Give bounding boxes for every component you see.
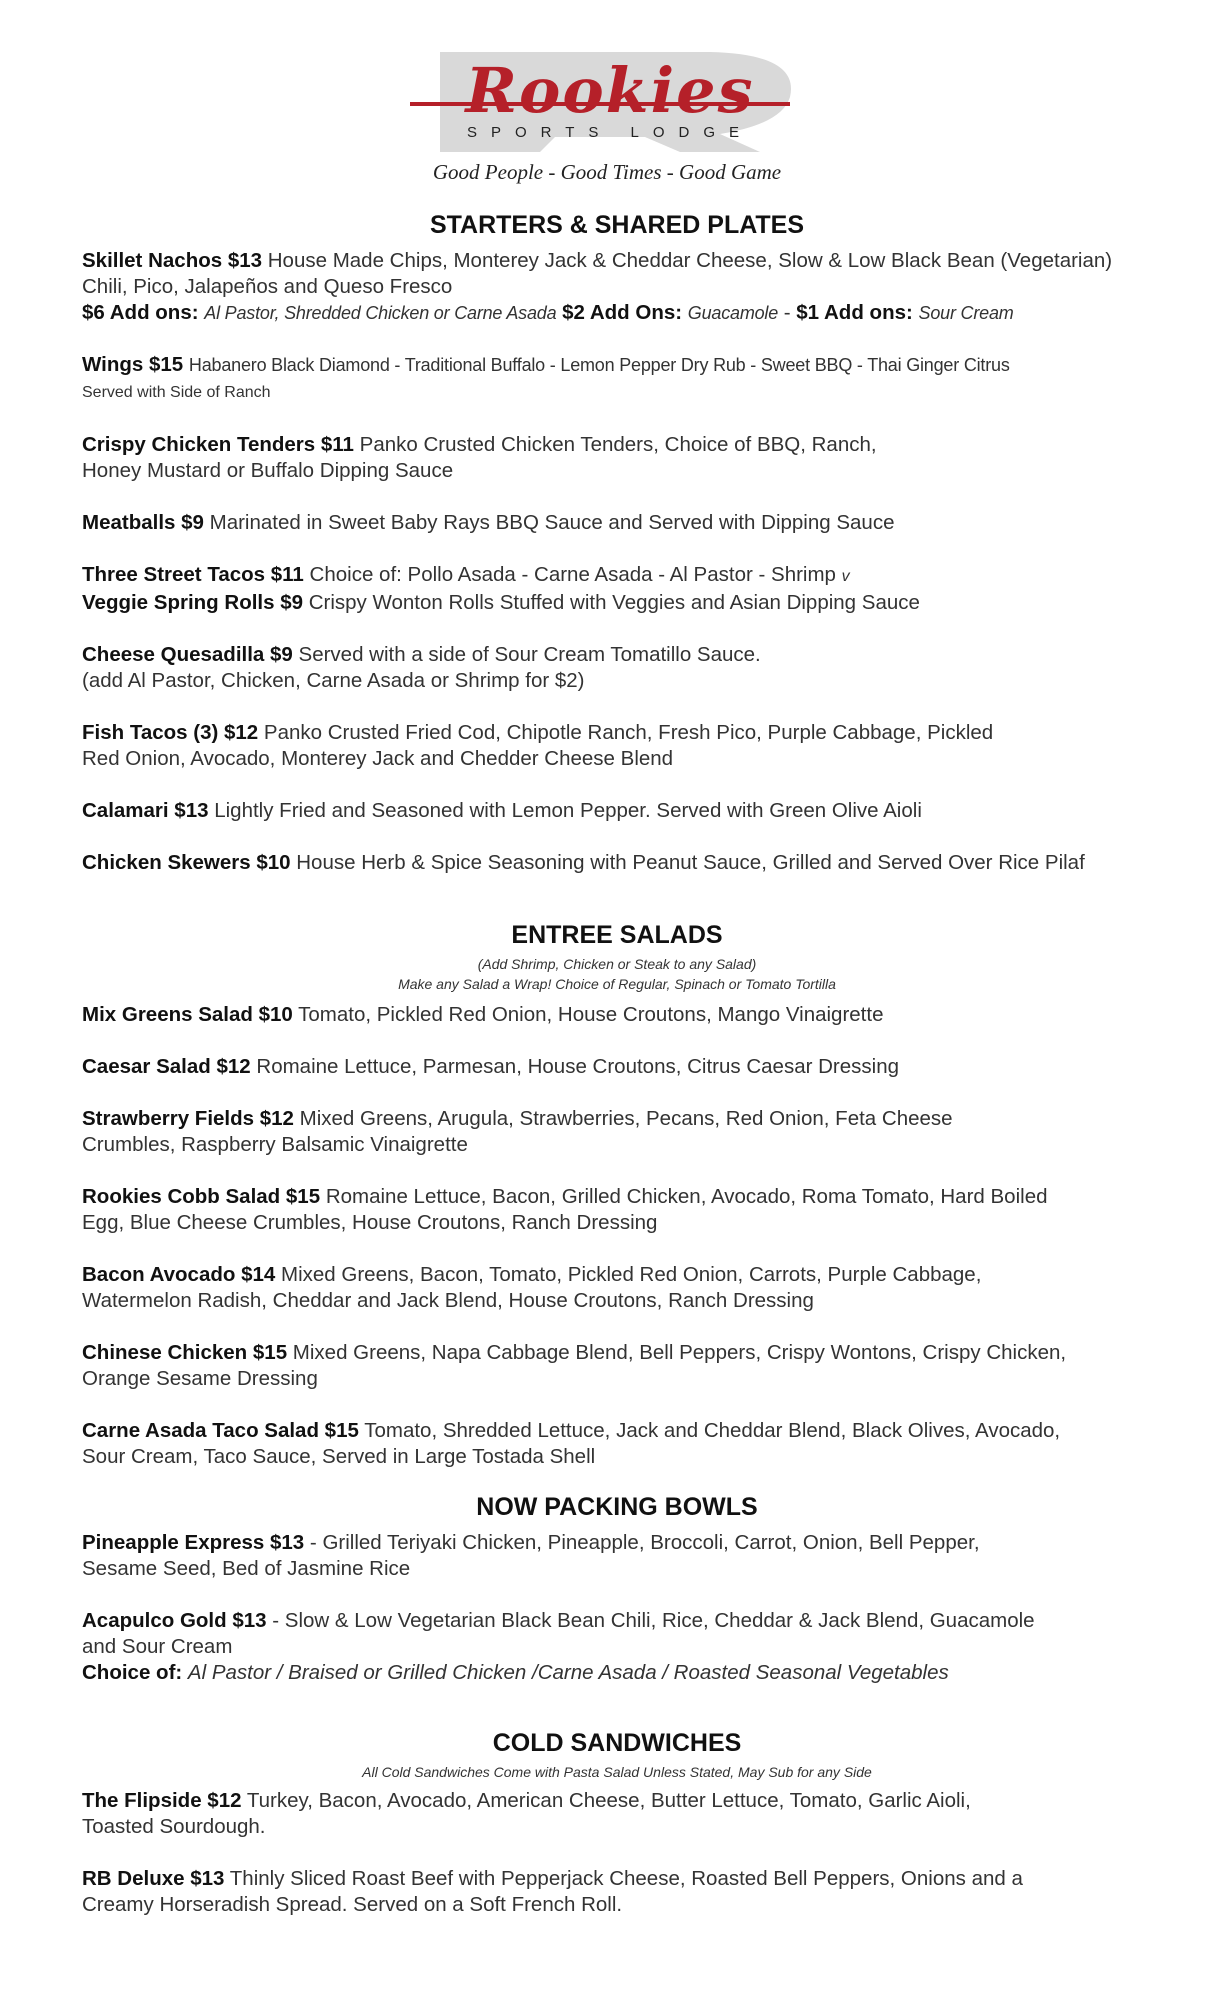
addon-value: Al Pastor, Shredded Chicken or Carne Asada [204, 303, 557, 323]
item-desc: Romaine Lettuce, Bacon, Grilled Chicken, Avocado, Roma Tomato, Hard Boiled [325, 1185, 1048, 1208]
item-name: The Flipside $12 [82, 1789, 242, 1812]
item-desc: Lightly Fried and Seasoned with Lemon Pepper. Served with Green Olive Aioli [214, 799, 922, 822]
item-desc: Sesame Seed, Bed of Jasmine Rice [82, 1557, 411, 1580]
menu-item-chinese-chicken [82, 1340, 1152, 1392]
brand-subtitle: SPORTS LODGE [466, 124, 754, 141]
item-desc: Egg, Blue Cheese Crumbles, House Croutons, Ranch Dressing [82, 1211, 658, 1234]
item-name: Mix Greens Salad $10 [82, 1003, 293, 1026]
menu-item-tenders [82, 432, 1152, 484]
item-name: Carne Asada Taco Salad $15 [82, 1419, 359, 1442]
item-desc: Creamy Horseradish Spread. Served on a Soft French Roll. [82, 1893, 623, 1916]
item-desc: Served with a side of Sour Cream Tomatillo Sauce. [298, 643, 761, 666]
item-name: Chinese Chicken $15 [82, 1341, 288, 1364]
item-desc: Mixed Greens, Bacon, Tomato, Pickled Red Onion, Carrots, Purple Cabbage, [281, 1263, 982, 1286]
menu-item-mix-greens [82, 1002, 1152, 1028]
menu-item-calamari [82, 798, 1152, 824]
item-name: Chicken Skewers $10 [82, 851, 291, 874]
choice-value: Al Pastor / Braised or Grilled Chicken /Carne Asada / Roasted Seasonal Vegetables [187, 1661, 949, 1684]
item-name: Three Street Tacos $11 [82, 563, 304, 586]
item-desc: Crumbles, Raspberry Balsamic Vinaigrette [82, 1133, 468, 1156]
item-desc: Romaine Lettuce, Parmesan, House Croutons, Citrus Caesar Dressing [256, 1055, 900, 1078]
menu-item-meatballs [82, 510, 1152, 536]
menu-item-tacos-rolls [82, 562, 1152, 616]
item-desc: House Herb & Spice Seasoning with Peanut Sauce, Grilled and Served Over Rice Pilaf [296, 851, 1085, 874]
menu-item-wings [82, 352, 1152, 406]
item-name: Crispy Chicken Tenders $11 [82, 433, 354, 456]
item-desc: Sour Cream, Taco Sauce, Served in Large Tostada Shell [82, 1445, 596, 1468]
item-desc: Toasted Sourdough. [82, 1815, 266, 1838]
menu-item-nachos: Skillet Nachos $13 House Made Chips, Monterey Jack & Cheddar Cheese, Slow & Low Black Bean (Vegetarian) Chili, Pico, Jalapeños and Queso Fresco $6 Add ons: Al Pastor, Shredded Chicken or Carne Asada $2 Add Ons: Guacamole - $1 Add ons: Sour Cream [82, 249, 1113, 324]
section-note: All Cold Sandwiches Come with Pasta Salad Unless Stated, May Sub for any Side [362, 1764, 872, 1780]
item-desc: Marinated in Sweet Baby Rays BBQ Sauce and Served with Dipping Sauce [209, 511, 895, 534]
item-name: Fish Tacos (3) $12 [82, 721, 259, 744]
item-name: Wings $15 [82, 353, 184, 376]
item-desc: Panko Crusted Fried Cod, Chipotle Ranch, Fresh Pico, Purple Cabbage, Pickled [263, 721, 994, 744]
menu-item-acapulco-gold [82, 1608, 1152, 1686]
menu-item-cobb [82, 1184, 1152, 1236]
addon-value: Sour Cream [918, 303, 1014, 323]
item-desc: Tomato, Pickled Red Onion, House Croutons, Mango Vinaigrette [298, 1003, 884, 1026]
brand-name: Rookies [465, 54, 755, 127]
section-title-salads: ENTREE SALADS [511, 921, 723, 949]
menu-item-flipside [82, 1788, 1152, 1840]
addon-label: $2 Add Ons: [562, 301, 683, 324]
section-note: (Add Shrimp, Chicken or Steak to any Salad) [477, 956, 757, 972]
menu-content [82, 210, 1152, 1918]
item-desc: Panko Crusted Chicken Tenders, Choice of BBQ, Ranch, [359, 433, 877, 456]
menu-item-taco-salad [82, 1418, 1152, 1470]
choice-label: Choice of: [82, 1661, 183, 1684]
item-desc: and Sour Cream [82, 1635, 233, 1658]
item-desc: Watermelon Radish, Cheddar and Jack Blend, House Croutons, Ranch Dressing [82, 1289, 814, 1312]
tagline: Good People - Good Times - Good Game [432, 160, 782, 184]
item-desc: Mixed Greens, Arugula, Strawberries, Pecans, Red Onion, Feta Cheese [299, 1107, 953, 1130]
menu-item-quesadilla [82, 642, 1152, 694]
item-desc: - Grilled Teriyaki Chicken, Pineapple, Broccoli, Carrot, Onion, Bell Pepper, [309, 1531, 980, 1554]
menu-item-pineapple-express [82, 1530, 1152, 1582]
item-desc: Tomato, Shredded Lettuce, Jack and Cheddar Blend, Black Olives, Avocado, [364, 1419, 1061, 1442]
section-title-bowls: NOW PACKING BOWLS [476, 1493, 758, 1521]
menu-item-caesar [82, 1054, 1152, 1080]
item-name: Caesar Salad $12 [82, 1055, 251, 1078]
item-desc: Honey Mustard or Buffalo Dipping Sauce [82, 459, 454, 482]
item-name: RB Deluxe $13 [82, 1867, 225, 1890]
item-desc: Turkey, Bacon, Avocado, American Cheese, Butter Lettuce, Tomato, Garlic Aioli, [246, 1789, 971, 1812]
item-name: Calamari $13 [82, 799, 209, 822]
item-desc: (add Al Pastor, Chicken, Carne Asada or Shrimp for $2) [82, 669, 585, 692]
menu-item-rb-deluxe [82, 1866, 1152, 1918]
item-note: Served with Side of Ranch [82, 384, 271, 401]
item-desc: Red Onion, Avocado, Monterey Jack and Chedder Cheese Blend [82, 747, 674, 770]
menu-item-bacon-avocado [82, 1262, 1152, 1314]
menu-item-strawberry [82, 1106, 1152, 1158]
item-desc: House Made Chips, Monterey Jack & Cheddar Cheese, Slow & Low Black Bean (Vegetarian) Chili, Pico, Jalapeños and Queso Fresco [82, 249, 1113, 298]
item-desc: Choice of: Pollo Asada - Carne Asada - Al Pastor - Shrimp [309, 563, 836, 586]
item-name: Bacon Avocado $14 [82, 1263, 276, 1286]
section-note: Make any Salad a Wrap! Choice of Regular, Spinach or Tomato Tortilla [398, 976, 836, 992]
item-name: Veggie Spring Rolls $9 [82, 591, 304, 614]
menu-item-fish-tacos [82, 720, 1152, 772]
addon-label: $1 Add ons: [796, 301, 913, 324]
item-desc: Thinly Sliced Roast Beef with Pepperjack Cheese, Roasted Bell Peppers, Onions and a [229, 1867, 1023, 1890]
item-desc: Orange Sesame Dressing [82, 1367, 318, 1390]
item-name: Pineapple Express $13 [82, 1531, 305, 1554]
section-title-starters: STARTERS & SHARED PLATES [429, 211, 805, 239]
item-name: Strawberry Fields $12 [82, 1107, 294, 1130]
addon-value: Guacamole [687, 303, 779, 323]
addon-label: $6 Add ons: [82, 301, 199, 324]
item-name: Rookies Cobb Salad $15 [82, 1185, 321, 1208]
item-desc: Crispy Wonton Rolls Stuffed with Veggies and Asian Dipping Sauce [308, 591, 920, 614]
item-desc: Habanero Black Diamond - Traditional Buffalo - Lemon Pepper Dry Rub - Sweet BBQ - Thai Ginger Citrus [188, 355, 1010, 375]
rookies-logo [380, 42, 820, 157]
item-name: Skillet Nachos $13 [82, 249, 263, 272]
menu-item-skewers [82, 850, 1152, 876]
item-name: Meatballs $9 [82, 511, 204, 534]
item-desc: - Slow & Low Vegetarian Black Bean Chili, Rice, Cheddar & Jack Blend, Guacamole [272, 1609, 1035, 1632]
item-name: Acapulco Gold $13 [82, 1609, 267, 1632]
section-title-sandwiches: COLD SANDWICHES [492, 1729, 742, 1757]
vegetarian-mark: v [841, 568, 850, 585]
item-name: Cheese Quesadilla $9 [82, 643, 293, 666]
item-desc: Mixed Greens, Napa Cabbage Blend, Bell Peppers, Crispy Wontons, Crispy Chicken, [292, 1341, 1067, 1364]
